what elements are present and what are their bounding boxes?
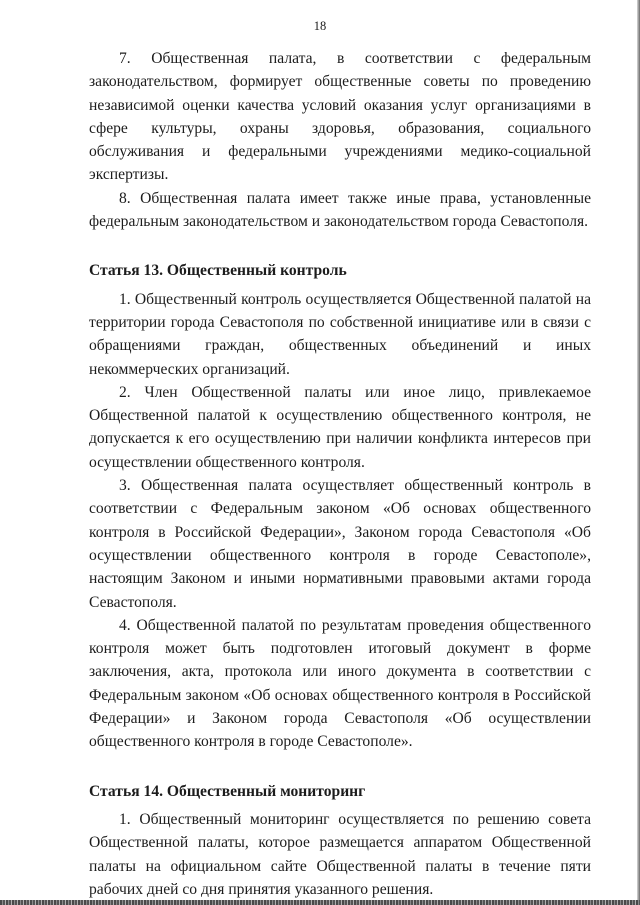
article-14-heading: Статья 14. Общественный мониторинг bbox=[89, 782, 366, 800]
article-13-paragraph-3: 3. Общественная палата осуществляет общественный контроль в соответствии с Федеральным законом «Об основах общественного контроля в Российской Федерации», Законом города Севастополя «Об осуществлении общественного контроля в городе Севастополе», настоящим Законом и иными нормативными правовыми актами города Севастополя. bbox=[89, 477, 591, 611]
page-number: 18 bbox=[313, 19, 327, 33]
scan-bottom-edge bbox=[0, 900, 640, 905]
article-13-paragraph-4: 4. Общественной палатой по результатам проведения общественного контроля может быть подготовлен итоговый документ в форме заключения, акта, протокола или иного документа в соответствии с Федеральным законом «Об основах общественного контроля в Российской Федерации» и Законом города Севастополя «Об осуществлении общественного контроля в городе Севастополе». bbox=[89, 616, 591, 751]
article-13-paragraph-1: 1. Общественный контроль осуществляется Общественной палатой на территории города Севастополя по собственной инициативе или в связи с обращениями граждан, общественных объединений и иных некоммерческих организаций. bbox=[89, 290, 591, 378]
article-13-paragraph-2: 2. Член Общественной палаты или иное лицо, привлекаемое Общественной палатой к осуществлению общественного контроля, не допускается к его осуществлению при наличии конфликта интересов при осуществлении общественного контроля. bbox=[89, 383, 591, 471]
article-14-paragraph-1: 1. Общественный мониторинг осуществляется по решению совета Общественной палаты, которое размещается аппаратом Общественной палаты на официальном сайте Общественной палаты в течение пяти рабочих дней со дня принятия указанного решения. bbox=[89, 810, 591, 898]
paragraph-8: 8. Общественная палата имеет также иные права, установленные федеральным законодательством и законодательством города Севастополя. bbox=[89, 189, 591, 231]
document-body bbox=[89, 47, 591, 901]
article-13-heading: Статья 13. Общественный контроль bbox=[89, 262, 347, 280]
paragraph-7: 7. Общественная палата, в соответствии с федеральным законодательством, формирует общественные советы по проведению независимой оценки качества условий оказания услуг организациями в сфере культуры, охраны здоровья, образования, социального обслуживания и федеральными учреждениями медико-социальной экспертизы. bbox=[89, 50, 591, 184]
